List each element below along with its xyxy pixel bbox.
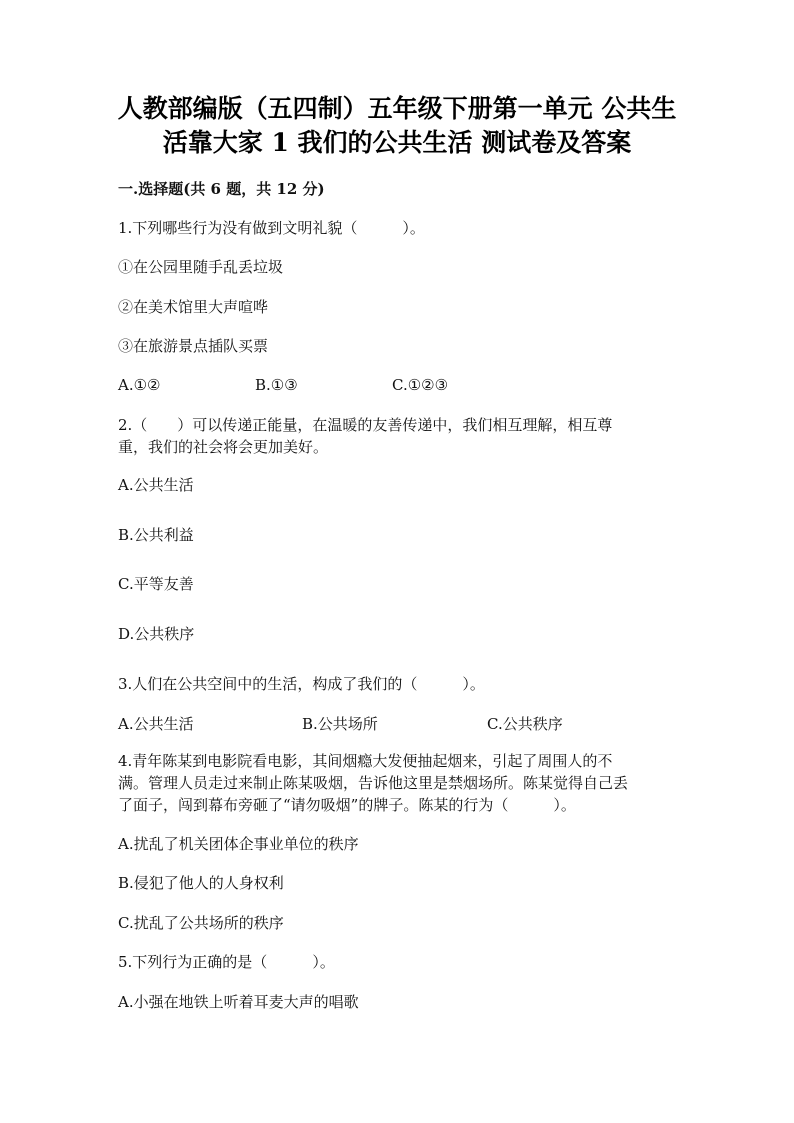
question-3-option-c: C.公共秩序	[487, 715, 563, 733]
title-line-2: 活靠大家 1 我们的公共生活 测试卷及答案	[162, 128, 632, 157]
question-3-stem: 3.人们在公共空间中的生活，构成了我们的（ ）。	[118, 675, 485, 693]
section-heading: 一.选择题(共 6 题，共 12 分)	[118, 180, 325, 198]
question-1-stem: 1.下列哪些行为没有做到文明礼貌（ ）。	[118, 219, 425, 237]
question-1-item-1: ①在公园里随手乱丢垃圾	[118, 258, 284, 276]
question-2-stem-line-2: 重，我们的社会将会更加美好。	[118, 438, 329, 456]
question-2-stem	[118, 414, 678, 458]
question-4-option-c: C.扰乱了公共场所的秩序	[118, 914, 284, 932]
question-4-option-b: B.侵犯了他人的人身权利	[118, 874, 284, 892]
question-1-item-2: ②在美术馆里大声喧哗	[118, 298, 269, 316]
question-4-stem-line-2: 满。管理人员走过来制止陈某吸烟，告诉他这里是禁烟场所。陈某觉得自己丢	[118, 774, 629, 792]
question-3-option-a: A.公共生活	[118, 715, 194, 733]
question-2-option-d: D.公共秩序	[118, 625, 195, 643]
title-line-1: 人教部编版（五四制）五年级下册第一单元 公共生	[117, 94, 677, 123]
question-2-stem-line-1: 2.（ ）可以传递正能量，在温暖的友善传递中，我们相互理解，相互尊	[118, 416, 613, 434]
question-4-stem	[118, 750, 678, 816]
question-4-stem-line-3: 了面子，闯到幕布旁砸了“请勿吸烟”的牌子。陈某的行为（ ）。	[118, 796, 576, 814]
question-4-option-a: A.扰乱了机关团体企事业单位的秩序	[118, 835, 359, 853]
document-title	[0, 92, 794, 160]
question-1-option-c: C.①②③	[392, 376, 449, 394]
question-2-option-c: C.平等友善	[118, 575, 194, 593]
question-5-option-a: A.小强在地铁上听着耳麦大声的唱歌	[118, 993, 359, 1011]
question-1-option-a: A.①②	[118, 376, 161, 394]
question-2-option-b: B.公共利益	[118, 526, 194, 544]
question-1-option-b: B.①③	[255, 376, 298, 394]
question-1-item-3: ③在旅游景点插队买票	[118, 337, 269, 355]
question-5-stem: 5.下列行为正确的是（ ）。	[118, 953, 335, 971]
question-3-option-b: B.公共场所	[302, 715, 378, 733]
question-4-stem-line-1: 4.青年陈某到电影院看电影，其间烟瘾大发便抽起烟来，引起了周围人的不	[118, 752, 613, 770]
question-2-option-a: A.公共生活	[118, 476, 194, 494]
